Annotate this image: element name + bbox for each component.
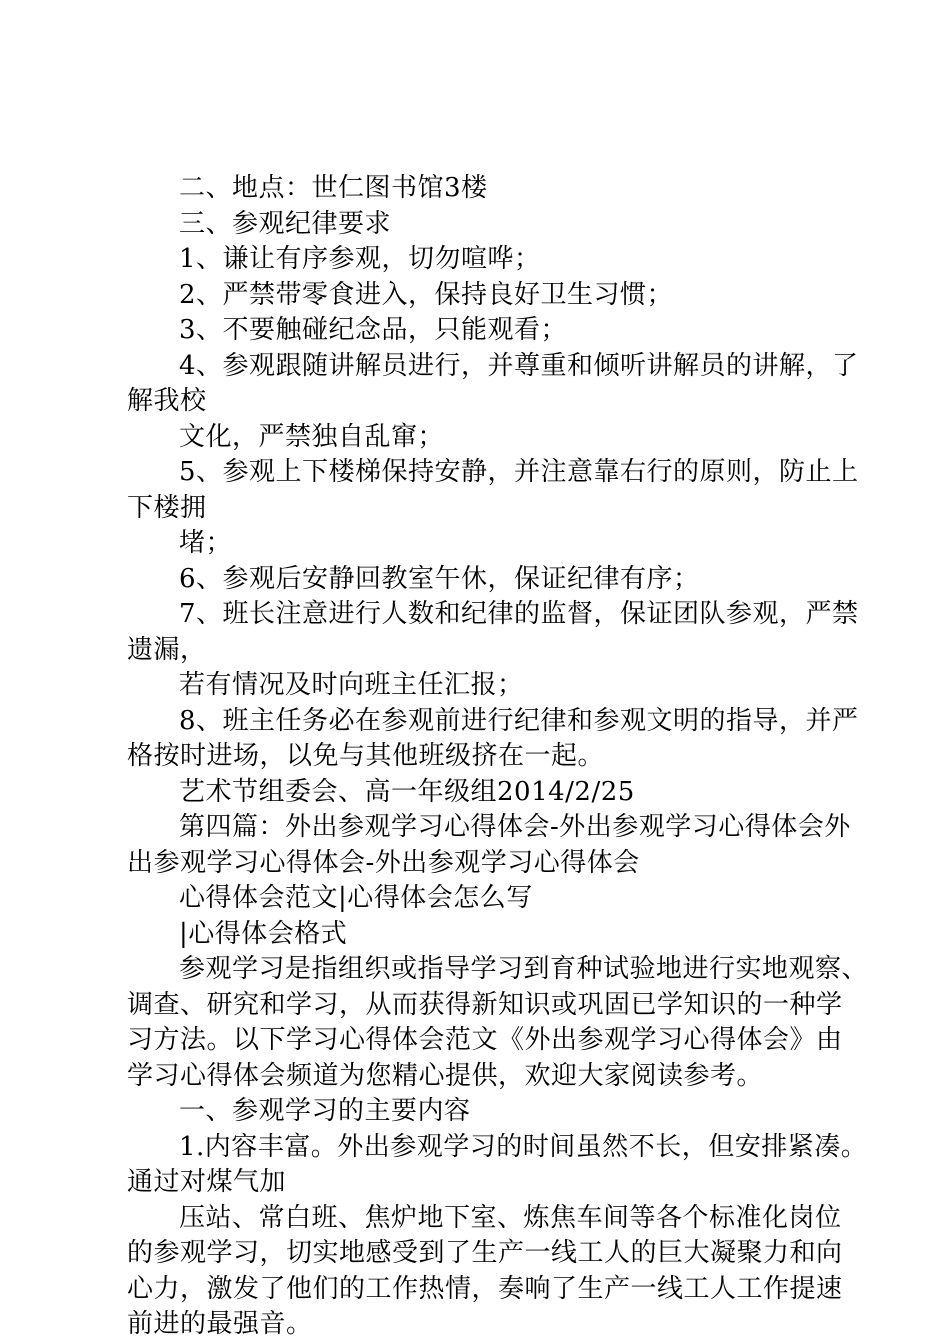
- text-line: 遗漏，: [127, 634, 207, 665]
- text-line: 出参观学习心得体会-外出参观学习心得体会: [127, 847, 640, 878]
- text-line: 二、地点：世仁图书馆3楼: [179, 173, 488, 203]
- text-line: 一、参观学习的主要内容: [179, 1096, 471, 1126]
- text-line: 通过对煤气加: [127, 1167, 287, 1197]
- text-line: |心得体会格式: [179, 918, 348, 949]
- text-line: 8、班主任务必在参观前进行纪律和参观文明的指导，并严: [179, 705, 859, 736]
- text-line: 学习心得体会频道为您精心提供，欢迎大家阅读参考。: [127, 1060, 764, 1091]
- text-line: 3、不要触碰纪念品，只能观看；: [179, 315, 568, 345]
- text-line: 5、参观上下楼梯保持安静，并注意靠右行的原则，防止上: [179, 457, 859, 487]
- text-line: 若有情况及时向班主任汇报；: [179, 670, 524, 700]
- document-body: [127, 171, 869, 1343]
- text-line: 三、参观纪律要求: [179, 208, 392, 239]
- text-line: 心力，激发了他们的工作热情，奏响了生产一线工人工作提速: [127, 1273, 843, 1304]
- text-line: 4、参观跟随讲解员进行，并尊重和倾听讲解员的讲解，了: [179, 350, 859, 381]
- text-line: 1、谦让有序参观，切勿喧哗；: [179, 244, 541, 274]
- text-line: 参观学习是指组织或指导学习到育种试验地进行实地观察、: [179, 954, 869, 984]
- text-line: 下楼拥: [127, 492, 207, 523]
- text-line: 前进的最强音。: [127, 1309, 313, 1339]
- text-line: 格按时进场，以免与其他班级挤在一起。: [127, 741, 605, 771]
- text-line: 调查、研究和学习，从而获得新知识或巩固已学知识的一种学: [127, 989, 843, 1020]
- text-line: 解我校: [127, 386, 207, 416]
- text-line: 第四篇：外出参观学习心得体会-外出参观学习心得体会外: [179, 812, 851, 842]
- text-line: 的参观学习，切实地感受到了生产一线工人的巨大凝聚力和向: [127, 1238, 843, 1268]
- text-line: 堵；: [179, 528, 233, 558]
- text-line: 习方法。以下学习心得体会范文《外出参观学习心得体会》由: [127, 1025, 843, 1055]
- text-line: 1.内容丰富。外出参观学习的时间虽然不长，但安排紧凑。: [179, 1131, 868, 1162]
- text-line: 文化，严禁独自乱窜；: [179, 421, 445, 452]
- text-line: 7、班长注意进行人数和纪律的监督，保证团队参观，严禁: [179, 599, 859, 629]
- text-line: 2、严禁带零食进入，保持良好卫生习惯；: [179, 279, 674, 310]
- text-line: 6、参观后安静回教室午休，保证纪律有序；: [179, 563, 700, 594]
- text-line: 心得体会范文|心得体会怎么写: [179, 883, 533, 913]
- text-line: 艺术节组委会、高一年级组2014/2/25: [179, 776, 635, 807]
- text-line: 压站、常白班、焦炉地下室、炼焦车间等各个标准化岗位: [179, 1202, 842, 1233]
